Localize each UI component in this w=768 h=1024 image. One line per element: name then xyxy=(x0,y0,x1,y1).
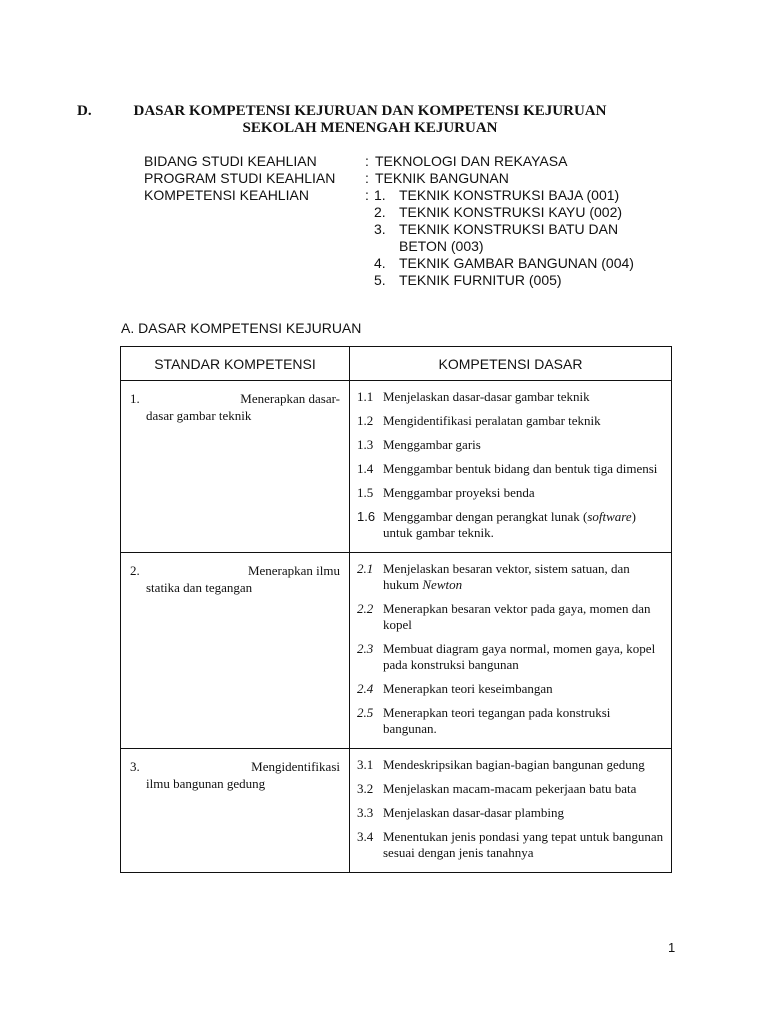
kd-text: Membuat diagram gaya normal, momen gaya, kopel pada konstruksi bangunan xyxy=(383,641,656,672)
kompetensi-item-text: TEKNIK KONSTRUKSI BAJA (001) xyxy=(399,187,620,203)
kd-text: Menjelaskan dasar-dasar gambar teknik xyxy=(383,389,590,404)
kd-text-italic: software xyxy=(587,509,632,524)
table-row xyxy=(121,381,672,553)
kd-text-pre: Menjelaskan besaran vektor, sistem satuan, dan hukum xyxy=(383,561,630,592)
standar-text-rest: dasar gambar teknik xyxy=(146,408,252,423)
program-colon: : xyxy=(365,170,369,186)
kd-item xyxy=(357,681,664,697)
kd-item xyxy=(357,413,664,429)
kompetensi-item-text: TEKNIK GAMBAR BANGUNAN (004) xyxy=(399,255,634,271)
kompetensi-item xyxy=(374,221,634,238)
kompetensi-item-number: 5. xyxy=(374,272,386,288)
kd-item xyxy=(357,781,664,797)
kompetensi-item-text: TEKNIK FURNITUR (005) xyxy=(399,272,562,288)
kompetensi-item-number: 1. xyxy=(374,187,386,203)
kd-text: Menjelaskan macam-macam pekerjaan batu bata xyxy=(383,781,637,796)
kd-item xyxy=(357,829,664,861)
kd-number: 1.5 xyxy=(357,485,374,500)
standar-text-first: Menerapkan ilmu xyxy=(247,563,340,578)
bidang-colon: : xyxy=(365,153,369,169)
table-row xyxy=(121,749,672,873)
standar-number: 1. xyxy=(130,391,140,406)
kd-item xyxy=(357,389,664,405)
kd-number: 2.5 xyxy=(357,705,374,720)
kd-item xyxy=(357,805,664,821)
kd-item xyxy=(357,601,664,633)
kd-item xyxy=(357,705,664,737)
kompetensi-dasar-cell xyxy=(350,553,672,749)
table-row xyxy=(121,553,672,749)
heading-line-1: DASAR KOMPETENSI KEJURUAN DAN KOMPETENSI KEJURUAN xyxy=(133,103,607,119)
kd-number: 3.2 xyxy=(357,781,374,796)
kd-number: 1.2 xyxy=(357,413,374,428)
kompetensi-item-number: 3. xyxy=(374,221,386,237)
table-header-row xyxy=(121,347,672,381)
kd-number: 3.4 xyxy=(357,829,374,844)
standar-cell xyxy=(121,381,350,553)
kompetensi-item xyxy=(374,204,634,221)
kd-text: Menggambar bentuk bidang dan bentuk tiga dimensi xyxy=(383,461,658,476)
competency-table xyxy=(120,346,672,873)
header-standar-kompetensi: STANDAR KOMPETENSI xyxy=(121,347,350,381)
standar-cell xyxy=(121,749,350,873)
kd-text: Menentukan jenis pondasi yang tepat untuk bangunan sesuai dengan jenis tanahnya xyxy=(383,829,664,860)
header-kompetensi-dasar: KOMPETENSI DASAR xyxy=(350,347,672,381)
kompetensi-dasar-cell xyxy=(350,381,672,553)
page-number: 1 xyxy=(668,940,676,955)
kd-number: 2.4 xyxy=(357,681,374,696)
section-letter: D. xyxy=(77,103,92,119)
kompetensi-item-text: TEKNIK KONSTRUKSI KAYU (002) xyxy=(399,204,623,220)
kompetensi-item-continued xyxy=(374,238,634,255)
kd-text-pre: Menggambar dengan perangkat lunak ( xyxy=(383,509,588,524)
kompetensi-item xyxy=(374,187,634,204)
kd-text: Menggambar proyeksi benda xyxy=(383,485,535,500)
kompetensi-item-text: TEKNIK KONSTRUKSI BATU DAN xyxy=(399,221,619,237)
kd-text: Menerapkan teori keseimbangan xyxy=(383,681,553,696)
kompetensi-colon: : xyxy=(365,187,369,203)
kd-item xyxy=(357,509,664,541)
standar-number: 3. xyxy=(130,759,140,774)
kompetensi-item xyxy=(374,255,634,272)
kompetensi-dasar-cell xyxy=(350,749,672,873)
kd-number: 2.1 xyxy=(357,561,374,576)
kompetensi-label: KOMPETENSI KEAHLIAN xyxy=(144,187,309,203)
kd-number: 1.1 xyxy=(357,389,374,404)
kd-text: Mendeskripsikan bagian-bagian bangunan gedung xyxy=(383,757,645,772)
kd-item xyxy=(357,641,664,673)
kd-number: 3.3 xyxy=(357,805,374,820)
kd-number: 1.3 xyxy=(357,437,374,452)
kd-text: Menerapkan besaran vektor pada gaya, momen dan kopel xyxy=(383,601,651,632)
standar-text-rest: statika dan tegangan xyxy=(146,580,253,595)
kd-item xyxy=(357,437,664,453)
standar-cell xyxy=(121,553,350,749)
kd-text: Menerapkan teori tegangan pada konstruksi bangunan. xyxy=(383,705,611,736)
kd-text-italic: Newton xyxy=(422,577,463,592)
kd-text: Mengidentifikasi peralatan gambar teknik xyxy=(383,413,601,428)
kompetensi-list xyxy=(374,187,634,289)
standar-number: 2. xyxy=(130,563,140,578)
standar-text-rest: ilmu bangunan gedung xyxy=(146,776,266,791)
kd-number: 3.1 xyxy=(357,757,374,772)
kd-text-post: ) untuk gambar teknik. xyxy=(383,509,636,540)
section-a-title: A. DASAR KOMPETENSI KEJURUAN xyxy=(121,320,362,336)
kd-number: 2.3 xyxy=(357,641,374,656)
kd-item xyxy=(357,461,664,477)
kd-number: 2.2 xyxy=(357,601,374,616)
bidang-value: TEKNOLOGI DAN REKAYASA xyxy=(375,153,568,169)
standar-text-first: Mengidentifikasi xyxy=(251,759,340,774)
heading-line-2: SEKOLAH MENENGAH KEJURUAN xyxy=(242,120,498,136)
kompetensi-item-number: 2. xyxy=(374,204,386,220)
kd-number: 1.4 xyxy=(357,461,374,476)
kd-item xyxy=(357,485,664,501)
bidang-label: BIDANG STUDI KEAHLIAN xyxy=(144,153,317,169)
kd-number: 1.6 xyxy=(357,509,376,524)
kompetensi-item xyxy=(374,272,634,289)
kd-item xyxy=(357,757,664,773)
program-value: TEKNIK BANGUNAN xyxy=(375,170,509,186)
kd-text: Menjelaskan dasar-dasar plambing xyxy=(383,805,564,820)
kd-item xyxy=(357,561,664,593)
kd-text: Menggambar garis xyxy=(383,437,481,452)
kompetensi-item-text: BETON (003) xyxy=(399,238,484,254)
kompetensi-item-number: 4. xyxy=(374,255,386,271)
page-heading xyxy=(120,103,620,137)
program-label: PROGRAM STUDI KEAHLIAN xyxy=(144,170,336,186)
standar-text-first: Menerapkan dasar- xyxy=(240,391,340,406)
